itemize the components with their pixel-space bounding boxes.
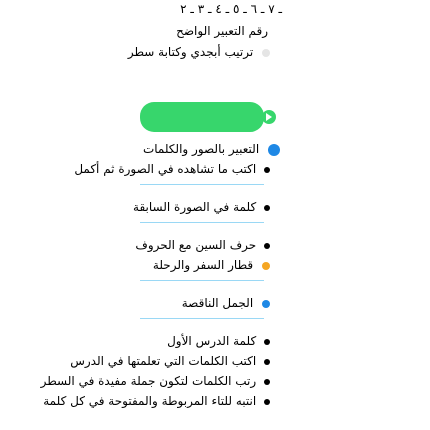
list-item	[135, 238, 270, 252]
bottom-line-3	[43, 394, 270, 408]
list-item-text: الجمل الناقصة	[181, 296, 254, 310]
header-line-2: رقم التعبير الواضح	[176, 24, 268, 38]
list-item	[167, 334, 270, 348]
bullet-icon	[264, 205, 270, 211]
bullet-icon	[264, 243, 270, 249]
info-icon	[268, 144, 280, 156]
header-line-3-text: ترتيب أبجدي وكتابة سطر	[127, 45, 254, 59]
smile-icon	[262, 262, 270, 270]
section-title-text: التعبير بالصور والكلمات	[142, 142, 260, 156]
section-intro	[74, 162, 270, 176]
header-line-1: ـ ٧ ـ ٦ ـ ٥ ـ ٤ ـ ٣ ـ ٢	[180, 2, 282, 16]
bullet-icon	[264, 339, 270, 345]
section-intro-text: اكتب ما تشاهده في الصورة ثم أكمل	[74, 162, 257, 176]
list-item-text: قطار السفر والرحلة	[152, 258, 254, 272]
divider	[140, 222, 264, 223]
play-arrow-icon[interactable]	[262, 110, 276, 124]
section-title	[143, 142, 280, 156]
divider	[140, 280, 264, 281]
section-banner[interactable]	[140, 102, 264, 132]
bottom-line-1	[70, 354, 270, 368]
smile-icon	[262, 49, 270, 57]
info-icon	[262, 300, 270, 308]
list-item-text: حرف السين مع الحروف	[135, 238, 257, 252]
bullet-icon	[264, 379, 270, 385]
bullet-icon	[264, 359, 270, 365]
list-item	[153, 258, 270, 272]
bottom-line-2-text: رتب الكلمات لتكون جملة مفيدة في السطر	[40, 374, 257, 388]
list-item	[182, 296, 270, 310]
list-item-text: كلمة في الصورة السابقة	[133, 200, 257, 214]
list-item	[133, 200, 270, 214]
bottom-line-2	[41, 374, 270, 388]
bottom-line-1-text: اكتب الكلمات التي تعلمتها في الدرس	[70, 354, 257, 368]
header-line-3	[128, 45, 270, 59]
divider	[140, 318, 264, 319]
bullet-icon	[264, 167, 270, 173]
bullet-icon	[264, 399, 270, 405]
divider	[140, 184, 264, 185]
list-item-text: كلمة الدرس الأول	[167, 334, 257, 348]
bottom-line-3-text: انتبه للتاء المربوطة والمفتوحة في كل كلمة	[43, 394, 257, 408]
